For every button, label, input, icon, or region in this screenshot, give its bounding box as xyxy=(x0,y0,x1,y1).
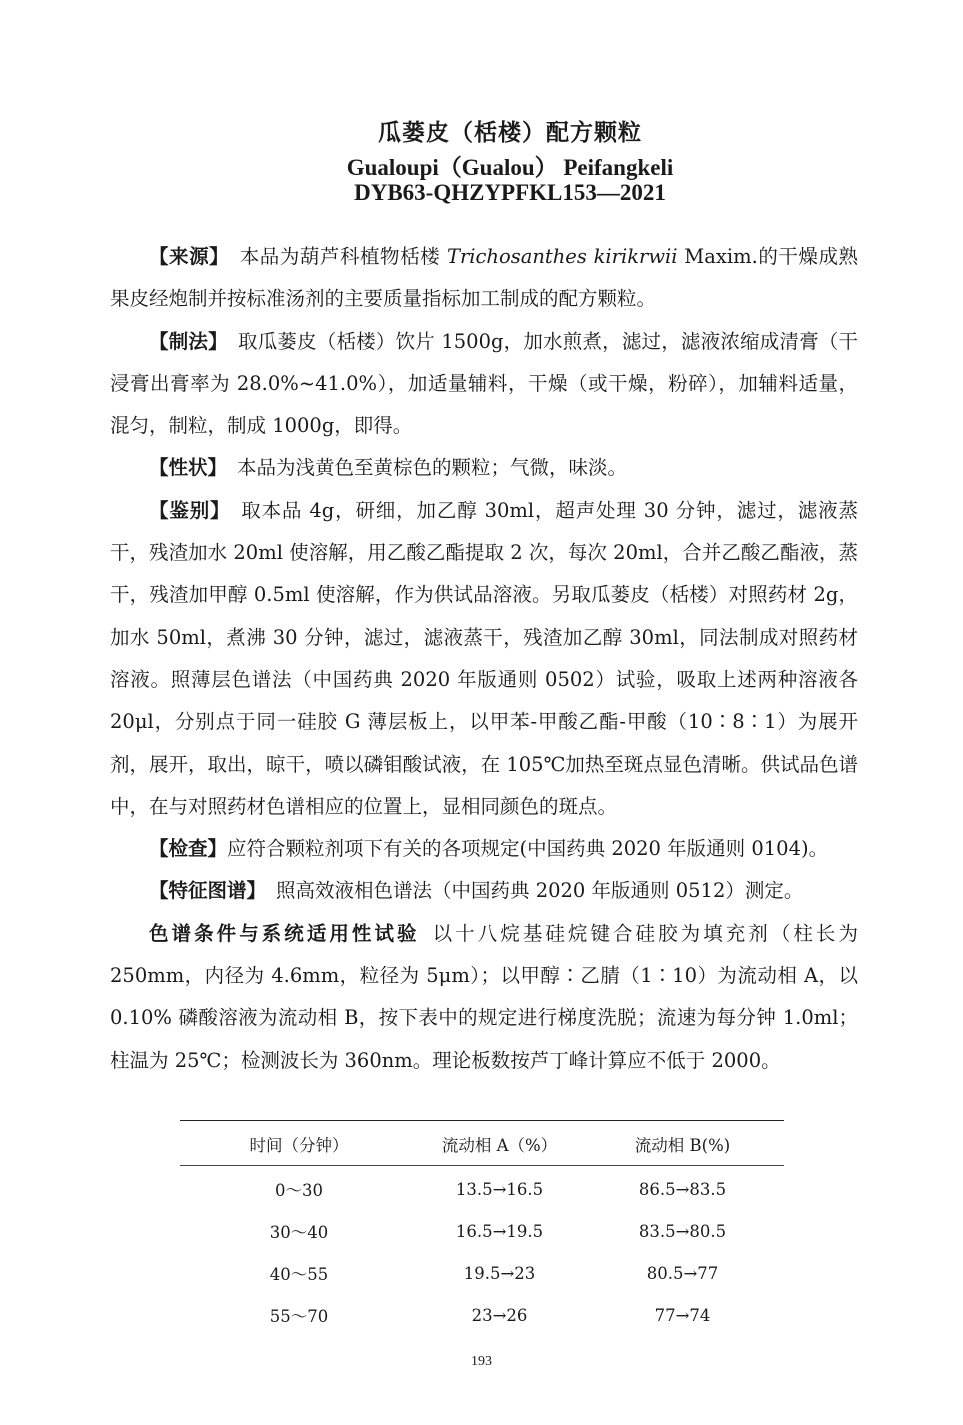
character-text: 本品为浅黄色至黄棕色的颗粒；气微，味淡。 xyxy=(237,456,628,480)
cell-time: 0～30 xyxy=(275,1181,323,1200)
preparation-text: 取瓜蒌皮（栝楼）饮片 1500g，加水煎煮，滤过，滤液浓缩成清膏（干浸膏出膏率为 28.0%~41.0%），加适量辅料，干燥（或干燥，粉碎），加辅料适量，混匀，制粒，制成 1000g，即得。 xyxy=(110,329,858,438)
preparation-paragraph xyxy=(110,321,858,448)
source-paragraph xyxy=(110,236,858,321)
cell-phase-b: 80.5→77 xyxy=(646,1263,719,1283)
identification-heading: 【鉴别】 xyxy=(149,498,231,522)
table-row xyxy=(180,1294,784,1336)
cell-phase-b: 77→74 xyxy=(654,1305,711,1325)
monograph-body xyxy=(110,236,858,1082)
latin-name: Trichosanthes kirikrwii xyxy=(446,245,678,268)
cell-phase-a: 13.5→16.5 xyxy=(455,1179,544,1199)
chromatography-text: 以十八烷基硅烷键合硅胶为填充剂（柱长为 250mm，内径为 4.6mm，粒径为 5μm）；以甲醇∶乙腈（1∶10）为流动相 A，以 0.10% 磷酸溶液为流动相 B，按下表中的规定进行梯度洗脱；流速为每分钟 1.0ml；柱温为 25℃；检测波长为 360nm。理论板数按芦丁峰计算应不低于 2000。 xyxy=(110,921,858,1072)
table-row xyxy=(180,1168,784,1210)
source-heading: 【来源】 xyxy=(149,245,230,268)
page-number: 193 xyxy=(471,1354,492,1369)
chromatography-heading: 色谱条件与系统适用性试验 xyxy=(149,921,420,945)
cell-phase-b: 83.5→80.5 xyxy=(638,1221,727,1241)
character-paragraph xyxy=(110,447,858,489)
table-header-row xyxy=(180,1122,784,1165)
cell-phase-b: 86.5→83.5 xyxy=(638,1179,727,1199)
cell-time: 40～55 xyxy=(269,1265,329,1284)
identification-text: 取本品 4g，研细，加乙醇 30ml，超声处理 30 分钟，滤过，滤液蒸干，残渣加水 20ml 使溶解，用乙酸乙酯提取 2 次，每次 20ml，合并乙酸乙酯液，蒸干，残渣加甲醇 0.5ml 使溶解，作为供试品溶液。另取瓜蒌皮（栝楼）对照药材 2g，加水 50ml，煮沸 30 分钟，滤过，滤液蒸干，残渣加乙醇 30ml，同法制成对照药材溶液。照薄层色谱法（中国药典 2020 年版通则 0502）试验，吸取上述两种溶液各 20μl，分别点于同一硅胶 G 薄层板上，以甲苯-甲酸乙酯-甲酸（10∶8∶1）为展开剂，展开，取出，晾干，喷以磷钼酸试液，在 105℃加热至斑点显色清晰。供试品色谱中，在与对照药材色谱相应的位置上，显相同颜色的斑点。 xyxy=(110,498,858,818)
fingerprint-heading: 【特征图谱】 xyxy=(149,879,267,903)
header-phase-a: 流动相 A（%） xyxy=(441,1135,558,1155)
table-top-rule xyxy=(180,1120,784,1121)
header-phase-b: 流动相 B(%) xyxy=(634,1135,731,1155)
header-time: 时间（分钟） xyxy=(249,1135,349,1155)
cell-time: 30～40 xyxy=(269,1223,329,1242)
cell-phase-a: 16.5→19.5 xyxy=(455,1221,544,1241)
character-heading: 【性状】 xyxy=(149,456,228,480)
preparation-heading: 【制法】 xyxy=(149,329,228,353)
gradient-table xyxy=(180,1122,784,1336)
source-text-before: 本品为葫芦科植物栝楼 xyxy=(239,245,447,268)
standard-code: DYB63-QHZYPFKL153—2021 xyxy=(354,180,666,205)
title-chinese: 瓜蒌皮（栝楼）配方颗粒 xyxy=(378,119,642,146)
cell-phase-a: 19.5→23 xyxy=(463,1263,536,1283)
chromatography-paragraph xyxy=(110,913,858,1082)
cell-phase-a: 23→26 xyxy=(471,1305,528,1325)
inspection-text: 应符合颗粒剂项下有关的各项规定(中国药典 2020 年版通则 0104)。 xyxy=(227,837,829,861)
identification-paragraph xyxy=(110,490,858,828)
inspection-paragraph xyxy=(110,828,858,870)
fingerprint-text: 照高效液相色谱法（中国药典 2020 年版通则 0512）测定。 xyxy=(276,879,804,903)
cell-time: 55～70 xyxy=(269,1307,329,1326)
title-pinyin: Gualoupi（Gualou） Peifangkeli xyxy=(346,155,674,180)
source-text-after: Maxim.的干燥成熟果皮经炮制并按标准汤剂的主要质量指标加工制成的配方颗粒。 xyxy=(110,245,858,311)
table-row xyxy=(180,1252,784,1294)
fingerprint-paragraph xyxy=(110,870,858,912)
inspection-heading: 【检查】 xyxy=(149,837,228,861)
table-row xyxy=(180,1210,784,1252)
